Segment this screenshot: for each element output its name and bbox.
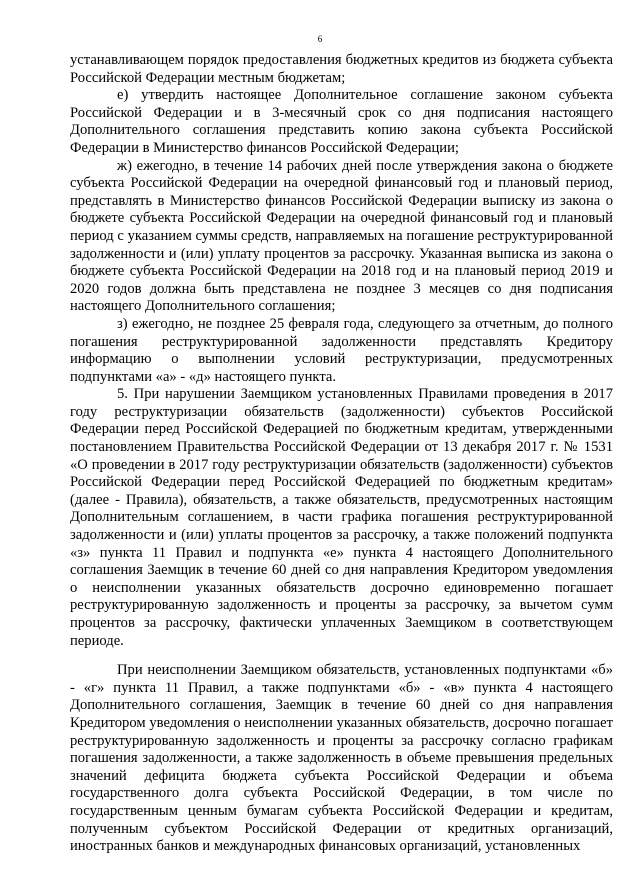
- paragraph-nonfulfillment: При неисполнении Заемщиком обязательств, установленных подпунктами «б» - «г» пункта 11 Правил, а также подпунктами «б» - «в» пункта 4 настоящего Дополнительного соглашения, Заемщик в течение 60 дней со дня направления Кредитором уведомления о неисполнении указанных обязательств, досрочно погашает реструктурированную задолженность и проценты за рассрочку согласно графикам погашения задолженности, а также задолженность в объеме превышения предельных значений дефицита бюджета субъекта Российской Федерации и объема государственного долга субъекта Российской Федерации, в том числе по государственным ценным бумагам субъекта Российской Федерации и кредитам, полученным субъектом Российской Федерации от кредитных организаций, иностранных банков и международных финансовых организаций, установленных: [70, 662, 613, 855]
- paragraph-subitem-z: з) ежегодно, не позднее 25 февраля года, следующего за отчетным, до полного погашения реструктурированной задолженности представлять Кредитору информацию о выполнении условий реструктуризации, предусмотренных подпунктами «а» - «д» настоящего пункта.: [70, 315, 613, 385]
- paragraph-item-5: 5. При нарушении Заемщиком установленных Правилами проведения в 2017 году реструктуризации обязательств (задолженности) субъектов Российской Федерации перед Российской Федерацией по бюджетным кредитам, утвержденными постановлением Правительства Российской Федерации от 13 декабря 2017 г. № 1531 «О проведении в 2017 году реструктуризации обязательств (задолженности) субъектов Российской Федерации перед Российской Федерацией по бюджетным кредитам» (далее - Правила), обязательств, а также обязательств, предусмотренных настоящим Дополнительным соглашением, в части графика погашения реструктурированной задолженности и (или) уплаты процентов за рассрочку, а также положений подпункта «з» пункта 11 Правил и подпункта «е» пункта 4 настоящего Дополнительного соглашения Заемщик в течение 60 дней со дня направления Кредитором уведомления о неисполнении указанных обязательств досрочно единовременно погашает реструктурированную задолженность и проценты за рассрочку, за вычетом сумм процентов за рассрочку, фактически уплаченных Заемщиком в соответствующем периоде.: [70, 386, 613, 649]
- document-body: [70, 52, 613, 856]
- paragraph-subitem-e: е) утвердить настоящее Дополнительное соглашение законом субъекта Российской Федерации и в 3-месячный срок со дня подписания настоящего Дополнительного соглашения представить копию закона субъекта Российской Федерации в Министерство финансов Российской Федерации;: [70, 87, 613, 156]
- paragraph-subitem-zh: ж) ежегодно, в течение 14 рабочих дней после утверждения закона о бюджете субъекта Российской Федерации на очередной финансовый год и плановый период, представлять в Министерство финансов Российской Федерации выписку из закона о бюджете субъекта Российской Федерации на очередной финансовый год и плановый период с указанием суммы средств, направляемых на погашение реструктурированной задолженности и (или) уплату процентов за рассрочку. Указанная выписка из закона о бюджете субъекта Российской Федерации на 2018 год и на плановый период 2019 и 2020 годов должна быть представлена не позднее 3 месяцев со дня подписания настоящего Дополнительного соглашения;: [70, 157, 613, 315]
- page-number: 6: [317, 34, 323, 44]
- paragraph-continuation: устанавливающем порядок предоставления бюджетных кредитов из бюджета субъекта Российской Федерации местным бюджетам;: [70, 52, 613, 86]
